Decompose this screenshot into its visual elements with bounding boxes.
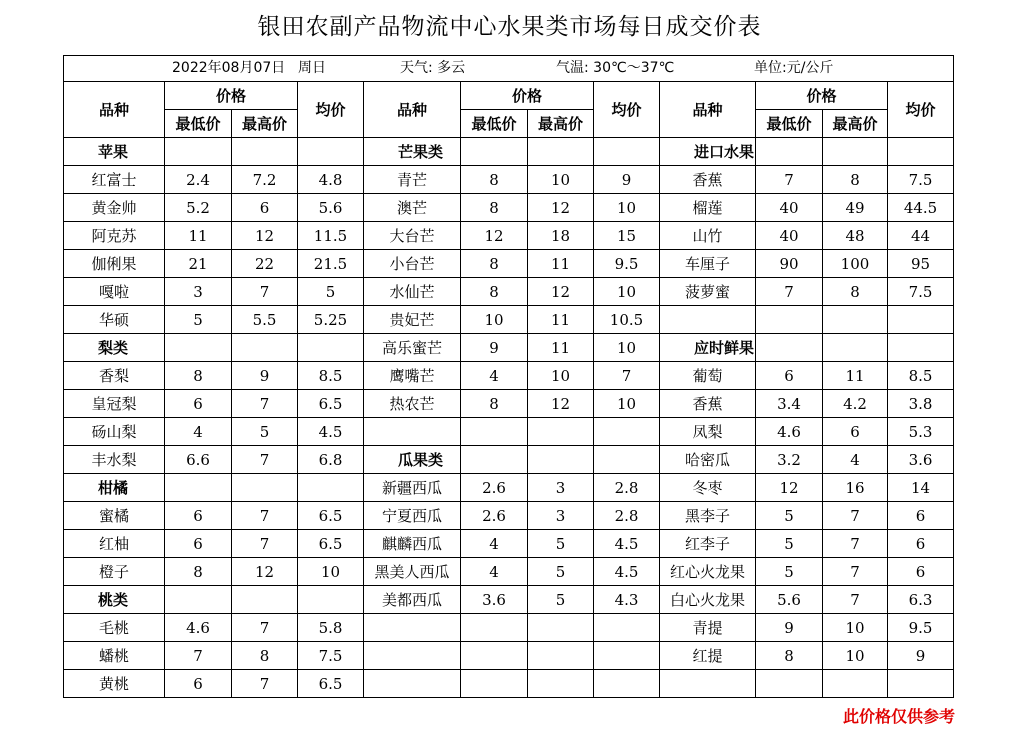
variety-header: 品种 — [660, 82, 756, 138]
table-row — [64, 138, 954, 166]
variety-cell: 丰水梨 — [64, 446, 165, 474]
avg-price-cell: 4.3 — [594, 586, 660, 614]
min-price-cell — [165, 474, 232, 502]
avg-price-cell: 10 — [594, 334, 660, 362]
variety-cell — [364, 642, 461, 670]
min-price-cell — [461, 614, 528, 642]
min-price-cell: 9 — [461, 334, 528, 362]
avg-price-cell: 11.5 — [298, 222, 364, 250]
min-price-cell: 6 — [165, 670, 232, 698]
max-price-cell — [823, 334, 888, 362]
variety-cell: 鹰嘴芒 — [364, 362, 461, 390]
table-row — [64, 194, 954, 222]
temperature-text: 气温: 30℃～37℃ — [556, 60, 675, 76]
variety-cell: 麒麟西瓜 — [364, 530, 461, 558]
avg-header: 均价 — [298, 82, 364, 138]
max-price-header: 最高价 — [232, 110, 298, 138]
table-row — [64, 502, 954, 530]
avg-price-cell — [298, 138, 364, 166]
avg-price-cell: 5.8 — [298, 614, 364, 642]
min-price-cell: 8 — [165, 362, 232, 390]
variety-cell: 新疆西瓜 — [364, 474, 461, 502]
avg-price-cell: 7 — [594, 362, 660, 390]
variety-cell: 红提 — [660, 642, 756, 670]
max-price-cell: 7 — [232, 670, 298, 698]
min-price-cell: 5 — [756, 558, 823, 586]
min-price-cell: 21 — [165, 250, 232, 278]
max-price-cell: 16 — [823, 474, 888, 502]
category-label: 梨类 — [64, 334, 165, 362]
variety-cell: 华硕 — [64, 306, 165, 334]
max-price-cell: 7 — [232, 614, 298, 642]
price-header: 价格 — [756, 82, 888, 110]
variety-cell: 大台芒 — [364, 222, 461, 250]
table-row — [64, 474, 954, 502]
variety-cell: 毛桃 — [64, 614, 165, 642]
min-price-cell: 40 — [756, 194, 823, 222]
avg-price-cell: 21.5 — [298, 250, 364, 278]
avg-price-cell: 6.5 — [298, 670, 364, 698]
price-header: 价格 — [461, 82, 594, 110]
min-price-cell: 8 — [756, 642, 823, 670]
table-row — [64, 642, 954, 670]
min-price-cell: 8 — [461, 166, 528, 194]
min-price-cell: 8 — [461, 390, 528, 418]
avg-price-cell: 14 — [888, 474, 954, 502]
max-price-cell: 5 — [528, 530, 594, 558]
variety-cell: 橙子 — [64, 558, 165, 586]
variety-cell: 黑李子 — [660, 502, 756, 530]
variety-cell: 山竹 — [660, 222, 756, 250]
max-price-cell — [232, 586, 298, 614]
avg-price-cell — [594, 138, 660, 166]
min-price-cell — [461, 642, 528, 670]
avg-price-cell — [888, 306, 954, 334]
max-price-cell: 7 — [823, 502, 888, 530]
table-row — [64, 306, 954, 334]
avg-price-cell: 2.8 — [594, 502, 660, 530]
avg-price-cell: 6.8 — [298, 446, 364, 474]
max-price-header: 最高价 — [823, 110, 888, 138]
max-price-cell — [232, 138, 298, 166]
table-row — [64, 418, 954, 446]
max-price-cell: 9 — [232, 362, 298, 390]
date-text: 2022年08月07日 — [172, 60, 286, 76]
variety-cell: 车厘子 — [660, 250, 756, 278]
max-price-cell: 6 — [823, 418, 888, 446]
max-price-cell: 12 — [528, 390, 594, 418]
min-price-cell: 10 — [461, 306, 528, 334]
max-price-cell: 6 — [232, 194, 298, 222]
max-price-cell — [528, 446, 594, 474]
min-price-cell — [756, 306, 823, 334]
max-price-cell: 3 — [528, 474, 594, 502]
table-row — [64, 166, 954, 194]
avg-price-cell — [594, 642, 660, 670]
variety-cell: 黄桃 — [64, 670, 165, 698]
max-price-cell: 8 — [823, 166, 888, 194]
max-price-cell: 12 — [528, 278, 594, 306]
max-price-cell: 48 — [823, 222, 888, 250]
min-price-header: 最低价 — [756, 110, 823, 138]
avg-price-cell: 44.5 — [888, 194, 954, 222]
avg-price-cell: 4.5 — [594, 558, 660, 586]
min-price-cell: 7 — [756, 278, 823, 306]
max-price-cell — [232, 474, 298, 502]
avg-price-cell: 6 — [888, 502, 954, 530]
max-price-cell: 10 — [823, 614, 888, 642]
avg-price-cell: 6.5 — [298, 502, 364, 530]
avg-price-cell: 9.5 — [888, 614, 954, 642]
disclaimer-note: 此价格仅供参考 — [842, 707, 955, 726]
avg-price-cell: 10 — [298, 558, 364, 586]
category-label: 桃类 — [64, 586, 165, 614]
table-row — [64, 222, 954, 250]
avg-price-cell: 6.5 — [298, 390, 364, 418]
min-price-cell — [756, 670, 823, 698]
table-row — [64, 586, 954, 614]
variety-cell: 香蕉 — [660, 390, 756, 418]
min-price-cell: 4 — [461, 558, 528, 586]
category-label: 芒果类 — [364, 138, 461, 166]
page-title: 银田农副产品物流中心水果类市场每日成交价表 — [257, 14, 762, 40]
avg-price-cell: 10 — [594, 194, 660, 222]
min-price-cell: 4.6 — [756, 418, 823, 446]
avg-price-cell — [298, 334, 364, 362]
max-price-cell: 7 — [823, 530, 888, 558]
avg-price-cell: 4.5 — [594, 530, 660, 558]
max-price-cell — [528, 642, 594, 670]
variety-cell: 红柚 — [64, 530, 165, 558]
price-header: 价格 — [165, 82, 298, 110]
avg-price-cell: 3.6 — [888, 446, 954, 474]
max-price-cell: 7 — [823, 586, 888, 614]
variety-cell: 红富士 — [64, 166, 165, 194]
max-price-cell — [528, 614, 594, 642]
min-price-header: 最低价 — [461, 110, 528, 138]
min-price-cell: 12 — [461, 222, 528, 250]
variety-cell — [364, 670, 461, 698]
max-price-cell: 4.2 — [823, 390, 888, 418]
max-price-cell: 5 — [528, 586, 594, 614]
max-price-cell: 5 — [528, 558, 594, 586]
min-price-cell: 12 — [756, 474, 823, 502]
min-price-cell — [756, 138, 823, 166]
header-row-2 — [64, 110, 954, 138]
min-price-cell — [461, 138, 528, 166]
avg-price-cell: 9 — [594, 166, 660, 194]
table-row — [64, 390, 954, 418]
max-price-cell: 18 — [528, 222, 594, 250]
variety-cell: 青芒 — [364, 166, 461, 194]
max-price-cell: 10 — [528, 166, 594, 194]
avg-price-cell: 7.5 — [888, 278, 954, 306]
weather-text: 天气: 多云 — [400, 60, 466, 76]
min-price-cell: 4 — [165, 418, 232, 446]
min-price-cell: 4 — [461, 530, 528, 558]
avg-price-cell: 44 — [888, 222, 954, 250]
min-price-cell: 6 — [756, 362, 823, 390]
avg-price-cell: 9.5 — [594, 250, 660, 278]
min-price-header: 最低价 — [165, 110, 232, 138]
max-price-cell — [823, 670, 888, 698]
variety-cell: 澳芒 — [364, 194, 461, 222]
min-price-cell: 6 — [165, 530, 232, 558]
variety-cell: 冬枣 — [660, 474, 756, 502]
max-price-cell: 7 — [232, 530, 298, 558]
min-price-cell: 3 — [165, 278, 232, 306]
min-price-cell: 4 — [461, 362, 528, 390]
max-price-cell — [232, 334, 298, 362]
min-price-cell: 2.4 — [165, 166, 232, 194]
weekday-text: 周日 — [298, 60, 326, 76]
avg-header: 均价 — [594, 82, 660, 138]
min-price-cell — [461, 418, 528, 446]
max-price-cell: 10 — [528, 362, 594, 390]
min-price-cell: 5 — [756, 530, 823, 558]
variety-cell: 葡萄 — [660, 362, 756, 390]
min-price-cell — [165, 334, 232, 362]
avg-price-cell — [594, 418, 660, 446]
min-price-cell — [165, 586, 232, 614]
min-price-cell: 11 — [165, 222, 232, 250]
max-price-cell: 5.5 — [232, 306, 298, 334]
max-price-cell — [528, 138, 594, 166]
table-row — [64, 614, 954, 642]
min-price-cell: 8 — [461, 250, 528, 278]
avg-price-cell — [298, 586, 364, 614]
avg-price-cell: 5.25 — [298, 306, 364, 334]
max-price-cell: 7 — [823, 558, 888, 586]
max-price-cell: 7 — [232, 390, 298, 418]
max-price-cell: 7.2 — [232, 166, 298, 194]
min-price-cell: 3.6 — [461, 586, 528, 614]
avg-price-cell: 3.8 — [888, 390, 954, 418]
max-price-cell: 12 — [232, 222, 298, 250]
variety-cell: 哈密瓜 — [660, 446, 756, 474]
header-row-1 — [64, 82, 954, 110]
table-row — [64, 446, 954, 474]
max-price-cell: 100 — [823, 250, 888, 278]
min-price-cell: 8 — [165, 558, 232, 586]
avg-price-cell: 6.3 — [888, 586, 954, 614]
avg-price-cell — [594, 446, 660, 474]
min-price-cell: 2.6 — [461, 502, 528, 530]
variety-cell: 美都西瓜 — [364, 586, 461, 614]
min-price-cell: 9 — [756, 614, 823, 642]
max-price-cell: 11 — [528, 250, 594, 278]
max-price-cell: 11 — [823, 362, 888, 390]
min-price-cell: 3.4 — [756, 390, 823, 418]
table-row — [64, 558, 954, 586]
avg-price-cell: 10.5 — [594, 306, 660, 334]
avg-price-cell — [594, 670, 660, 698]
avg-price-cell: 95 — [888, 250, 954, 278]
category-label: 瓜果类 — [364, 446, 461, 474]
avg-price-cell: 15 — [594, 222, 660, 250]
category-label: 进口水果 — [660, 138, 756, 166]
min-price-cell: 7 — [756, 166, 823, 194]
variety-cell: 热农芒 — [364, 390, 461, 418]
variety-cell — [364, 418, 461, 446]
avg-price-cell: 7.5 — [888, 166, 954, 194]
variety-cell: 红李子 — [660, 530, 756, 558]
variety-cell: 蟠桃 — [64, 642, 165, 670]
variety-cell: 砀山梨 — [64, 418, 165, 446]
avg-price-cell: 6 — [888, 530, 954, 558]
table-row — [64, 250, 954, 278]
category-label: 柑橘 — [64, 474, 165, 502]
table-row — [64, 334, 954, 362]
avg-price-cell: 7.5 — [298, 642, 364, 670]
max-price-cell: 11 — [528, 306, 594, 334]
table-row — [64, 670, 954, 698]
variety-cell — [660, 306, 756, 334]
max-price-cell: 49 — [823, 194, 888, 222]
variety-cell: 香梨 — [64, 362, 165, 390]
price-table — [63, 55, 954, 698]
max-price-cell: 8 — [232, 642, 298, 670]
info-row — [64, 56, 954, 82]
min-price-cell — [461, 446, 528, 474]
min-price-cell: 2.6 — [461, 474, 528, 502]
max-price-cell: 5 — [232, 418, 298, 446]
avg-price-cell: 10 — [594, 278, 660, 306]
min-price-cell: 5.6 — [756, 586, 823, 614]
max-price-cell — [823, 138, 888, 166]
avg-price-cell: 8.5 — [298, 362, 364, 390]
avg-price-cell: 8.5 — [888, 362, 954, 390]
variety-cell: 嘎啦 — [64, 278, 165, 306]
variety-header: 品种 — [364, 82, 461, 138]
max-price-cell: 12 — [528, 194, 594, 222]
min-price-cell: 8 — [461, 278, 528, 306]
avg-price-cell: 5.6 — [298, 194, 364, 222]
avg-price-cell — [888, 138, 954, 166]
unit-text: 单位:元/公斤 — [754, 60, 834, 76]
min-price-cell: 6 — [165, 390, 232, 418]
min-price-cell: 8 — [461, 194, 528, 222]
variety-cell — [364, 614, 461, 642]
max-price-header: 最高价 — [528, 110, 594, 138]
avg-price-cell: 5.3 — [888, 418, 954, 446]
table-row — [64, 362, 954, 390]
max-price-cell — [528, 418, 594, 446]
max-price-cell: 4 — [823, 446, 888, 474]
avg-price-cell: 9 — [888, 642, 954, 670]
min-price-cell: 3.2 — [756, 446, 823, 474]
avg-price-cell: 5 — [298, 278, 364, 306]
min-price-cell: 5 — [165, 306, 232, 334]
variety-cell: 贵妃芒 — [364, 306, 461, 334]
variety-cell: 高乐蜜芒 — [364, 334, 461, 362]
variety-cell: 菠萝蜜 — [660, 278, 756, 306]
avg-price-cell: 10 — [594, 390, 660, 418]
table-row — [64, 278, 954, 306]
variety-cell: 青提 — [660, 614, 756, 642]
variety-cell: 小台芒 — [364, 250, 461, 278]
avg-price-cell — [594, 614, 660, 642]
max-price-cell — [528, 670, 594, 698]
min-price-cell: 90 — [756, 250, 823, 278]
max-price-cell: 12 — [232, 558, 298, 586]
category-label: 应时鲜果 — [660, 334, 756, 362]
variety-cell: 白心火龙果 — [660, 586, 756, 614]
avg-price-cell — [888, 670, 954, 698]
variety-cell: 蜜橘 — [64, 502, 165, 530]
variety-header: 品种 — [64, 82, 165, 138]
min-price-cell — [756, 334, 823, 362]
variety-cell: 榴莲 — [660, 194, 756, 222]
avg-header: 均价 — [888, 82, 954, 138]
avg-price-cell: 6.5 — [298, 530, 364, 558]
avg-price-cell: 6 — [888, 558, 954, 586]
max-price-cell: 10 — [823, 642, 888, 670]
variety-cell: 宁夏西瓜 — [364, 502, 461, 530]
variety-cell: 香蕉 — [660, 166, 756, 194]
min-price-cell: 5 — [756, 502, 823, 530]
variety-cell: 红心火龙果 — [660, 558, 756, 586]
variety-cell: 伽俐果 — [64, 250, 165, 278]
min-price-cell: 7 — [165, 642, 232, 670]
avg-price-cell — [298, 474, 364, 502]
variety-cell: 皇冠梨 — [64, 390, 165, 418]
max-price-cell: 11 — [528, 334, 594, 362]
category-label: 苹果 — [64, 138, 165, 166]
avg-price-cell: 2.8 — [594, 474, 660, 502]
max-price-cell: 3 — [528, 502, 594, 530]
min-price-cell — [165, 138, 232, 166]
min-price-cell: 5.2 — [165, 194, 232, 222]
variety-cell: 水仙芒 — [364, 278, 461, 306]
min-price-cell: 40 — [756, 222, 823, 250]
variety-cell: 黑美人西瓜 — [364, 558, 461, 586]
variety-cell — [660, 670, 756, 698]
max-price-cell: 7 — [232, 502, 298, 530]
table-row — [64, 530, 954, 558]
avg-price-cell — [888, 334, 954, 362]
max-price-cell: 7 — [232, 446, 298, 474]
variety-cell: 阿克苏 — [64, 222, 165, 250]
max-price-cell: 8 — [823, 278, 888, 306]
avg-price-cell: 4.8 — [298, 166, 364, 194]
avg-price-cell: 4.5 — [298, 418, 364, 446]
variety-cell: 凤梨 — [660, 418, 756, 446]
max-price-cell: 7 — [232, 278, 298, 306]
max-price-cell — [823, 306, 888, 334]
min-price-cell: 4.6 — [165, 614, 232, 642]
min-price-cell: 6.6 — [165, 446, 232, 474]
variety-cell: 黄金帅 — [64, 194, 165, 222]
max-price-cell: 22 — [232, 250, 298, 278]
min-price-cell — [461, 670, 528, 698]
min-price-cell: 6 — [165, 502, 232, 530]
